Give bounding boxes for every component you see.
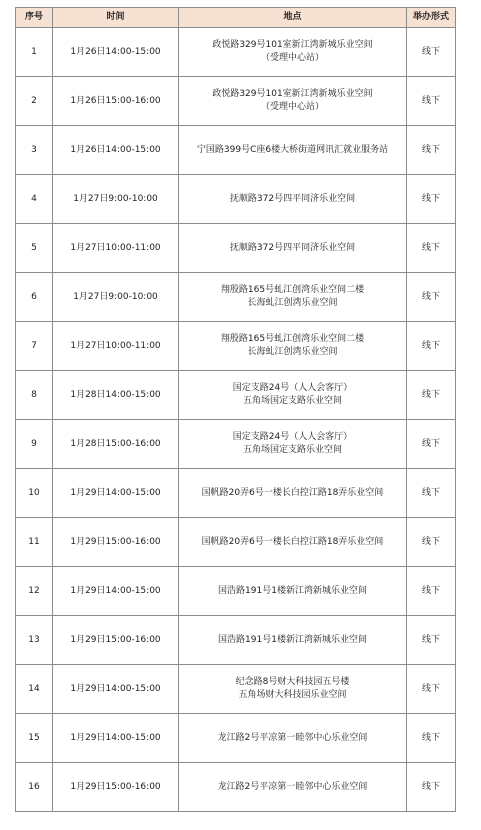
location-line: 国帆路20弄6号一楼长白控江路18弄乐业空间 [201,536,384,547]
table-body [16,28,456,812]
location-line: 翔殷路165号虬江创湾乐业空间二楼 [220,285,365,295]
cell-form: 线下 [407,567,456,616]
cell-form: 线下 [407,763,456,812]
cell-seq: 16 [16,763,53,812]
cell-form: 线下 [407,224,456,273]
location-line: 抚顺路372号四平同济乐业空间 [229,242,356,253]
cell-location [179,126,407,175]
cell-time: 1月27日9:00-10:00 [53,273,179,322]
cell-location [179,518,407,567]
table-row [16,518,456,567]
cell-form: 线下 [407,28,456,77]
table-row [16,77,456,126]
cell-form: 线下 [407,126,456,175]
cell-time: 1月26日14:00-15:00 [53,28,179,77]
location-line: 长海虬江创湾乐业空间 [247,298,338,308]
location-line: 五角场国定支路乐业空间 [242,445,342,455]
cell-location [179,567,407,616]
location-line: 龙江路2号平凉第一睦邻中心乐业空间 [217,781,368,792]
header-seq: 序号 [16,8,53,28]
cell-seq: 8 [16,371,53,420]
cell-seq: 4 [16,175,53,224]
cell-location [179,322,407,371]
cell-seq: 11 [16,518,53,567]
cell-location [179,28,407,77]
table-row [16,567,456,616]
location-line: 龙江路2号平凉第一睦邻中心乐业空间 [217,732,368,743]
cell-form: 线下 [407,77,456,126]
cell-time: 1月28日14:00-15:00 [53,371,179,420]
cell-time: 1月28日15:00-16:00 [53,420,179,469]
schedule-table [15,7,456,812]
table-row [16,224,456,273]
cell-location [179,469,407,518]
table-row [16,420,456,469]
cell-form: 线下 [407,420,456,469]
cell-form: 线下 [407,175,456,224]
header-form: 举办形式 [407,8,456,28]
cell-time: 1月26日14:00-15:00 [53,126,179,175]
cell-seq: 14 [16,665,53,714]
location-line: 政悦路329号101室新江湾新城乐业空间 [212,89,373,99]
cell-seq: 6 [16,273,53,322]
cell-seq: 5 [16,224,53,273]
cell-seq: 2 [16,77,53,126]
cell-seq: 1 [16,28,53,77]
cell-time: 1月29日14:00-15:00 [53,665,179,714]
cell-form: 线下 [407,322,456,371]
cell-time: 1月29日14:00-15:00 [53,567,179,616]
cell-location [179,175,407,224]
location-line: 纪念路8号财大科技园五号楼 [235,677,350,687]
cell-location [179,763,407,812]
table-row [16,469,456,518]
cell-form: 线下 [407,616,456,665]
cell-location [179,77,407,126]
location-line: 国浩路191号1楼新江湾新城乐业空间 [218,585,367,596]
cell-seq: 3 [16,126,53,175]
table-row [16,273,456,322]
table-row [16,763,456,812]
location-line: 抚顺路372号四平同济乐业空间 [229,193,356,204]
cell-form: 线下 [407,714,456,763]
header-time: 时间 [53,8,179,28]
location-line: 翔殷路165号虬江创湾乐业空间二楼 [220,334,365,344]
cell-seq: 13 [16,616,53,665]
cell-form: 线下 [407,273,456,322]
cell-seq: 15 [16,714,53,763]
cell-time: 1月27日10:00-11:00 [53,224,179,273]
table-row [16,714,456,763]
location-line: 宁国路399号C座6楼大桥街道网讯汇就业服务站 [196,144,389,155]
location-line: 五角场财大科技园乐业空间 [238,690,347,700]
header-location: 地点 [179,8,407,28]
table-row [16,175,456,224]
table-header [16,8,456,28]
cell-form: 线下 [407,518,456,567]
cell-location [179,665,407,714]
cell-seq: 7 [16,322,53,371]
location-line: 政悦路329号101室新江湾新城乐业空间 [212,40,373,50]
cell-time: 1月29日14:00-15:00 [53,714,179,763]
location-line: 国帆路20弄6号一楼长白控江路18弄乐业空间 [201,487,384,498]
cell-seq: 12 [16,567,53,616]
location-line: 五角场国定支路乐业空间 [242,396,342,406]
cell-time: 1月27日10:00-11:00 [53,322,179,371]
cell-location [179,273,407,322]
cell-time: 1月26日15:00-16:00 [53,77,179,126]
table-row [16,126,456,175]
location-line: 长海虬江创湾乐业空间 [247,347,338,357]
cell-location [179,420,407,469]
table-row [16,371,456,420]
header-row [16,8,456,28]
cell-seq: 10 [16,469,53,518]
location-line: （受理中心站） [260,53,324,63]
cell-location [179,224,407,273]
location-line: 国浩路191号1楼新江湾新城乐业空间 [218,634,367,645]
cell-time: 1月29日15:00-16:00 [53,763,179,812]
table-row [16,616,456,665]
cell-form: 线下 [407,665,456,714]
location-line: 国定支路24号（人人会客厅） [232,383,353,393]
table-row [16,665,456,714]
cell-time: 1月29日14:00-15:00 [53,469,179,518]
cell-location [179,616,407,665]
cell-seq: 9 [16,420,53,469]
location-line: 国定支路24号（人人会客厅） [232,432,353,442]
cell-location [179,371,407,420]
cell-time: 1月29日15:00-16:00 [53,518,179,567]
cell-location [179,714,407,763]
cell-form: 线下 [407,371,456,420]
cell-time: 1月27日9:00-10:00 [53,175,179,224]
location-line: （受理中心站） [260,102,324,112]
cell-time: 1月29日15:00-16:00 [53,616,179,665]
table-row [16,28,456,77]
table-row [16,322,456,371]
cell-form: 线下 [407,469,456,518]
